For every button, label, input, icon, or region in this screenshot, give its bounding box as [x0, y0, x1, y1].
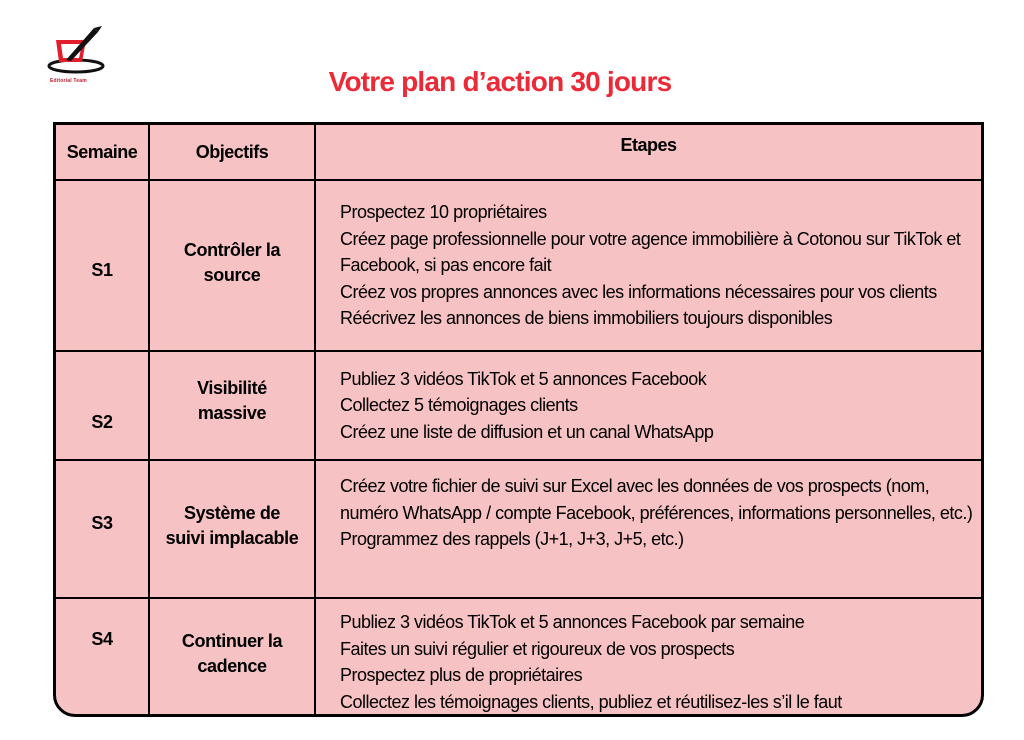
objective-line: cadence	[197, 656, 267, 676]
step-item: Prospectez 10 propriétaires	[340, 202, 547, 223]
objective-line: source	[203, 264, 261, 285]
steps-cell	[315, 598, 981, 717]
step-item: Créez une liste de diffusion et un canal WhatsApp	[340, 421, 714, 442]
week-cell: S1	[56, 180, 149, 351]
step-item: Publiez 3 vidéos TikTok et 5 annonces Facebook par semaine	[340, 612, 805, 632]
objective-line: Contrôler la	[183, 239, 281, 260]
week-cell: S2	[56, 351, 149, 460]
step-item: Collectez 5 témoignages clients	[340, 395, 578, 416]
steps-cell	[315, 460, 981, 598]
logo-caption: Editorial Team	[50, 78, 87, 84]
step-item: Créez votre fichier de suivi sur Excel avec les données de vos prospects (nom, numéro WhatsApp / compte Facebook, préférences, informations personnelles, etc.)	[340, 476, 973, 523]
table-row	[56, 460, 981, 598]
objective-line: massive	[197, 403, 267, 423]
objective-line: suivi implacable	[165, 528, 299, 548]
steps-cell	[315, 180, 981, 351]
step-item: Prospectez plus de propriétaires	[340, 665, 583, 685]
steps-cell	[315, 351, 981, 460]
step-item: Créez page professionnelle pour votre agence immobilière à Cotonou sur TikTok et Facebook, si pas encore fait	[340, 228, 961, 276]
header-objectives: Objectifs	[149, 125, 315, 180]
table-row	[56, 351, 981, 460]
week-cell: S4	[56, 598, 149, 717]
step-item: Créez vos propres annonces avec les informations nécessaires pour vos clients	[340, 281, 937, 302]
header-week: Semaine	[56, 125, 149, 180]
page-title: Votre plan d’action 30 jours	[328, 66, 672, 97]
step-item: Collectez les témoignages clients, publiez et réutilisez-les s’il le faut	[340, 691, 842, 712]
objective-cell	[149, 351, 315, 460]
objective-cell	[149, 460, 315, 598]
week-cell: S3	[56, 460, 149, 598]
action-plan-table	[53, 122, 984, 717]
table-header-row	[56, 125, 981, 180]
step-item: Faites un suivi régulier et rigoureux de vos prospects	[340, 638, 735, 659]
table-row	[56, 598, 981, 717]
objective-cell	[149, 598, 315, 717]
step-item: Programmez des rappels (J+1, J+3, J+5, etc.)	[340, 529, 684, 549]
objective-line: Système de	[183, 503, 281, 523]
objective-line: Continuer la	[181, 631, 283, 651]
step-item: Publiez 3 vidéos TikTok et 5 annonces Facebook	[340, 368, 707, 389]
header-steps: Etapes	[315, 125, 981, 180]
objective-cell	[149, 180, 315, 351]
table-row	[56, 180, 981, 351]
objective-line: Visibilité	[197, 378, 267, 398]
step-item: Réécrivez les annonces de biens immobiliers toujours disponibles	[340, 308, 833, 329]
